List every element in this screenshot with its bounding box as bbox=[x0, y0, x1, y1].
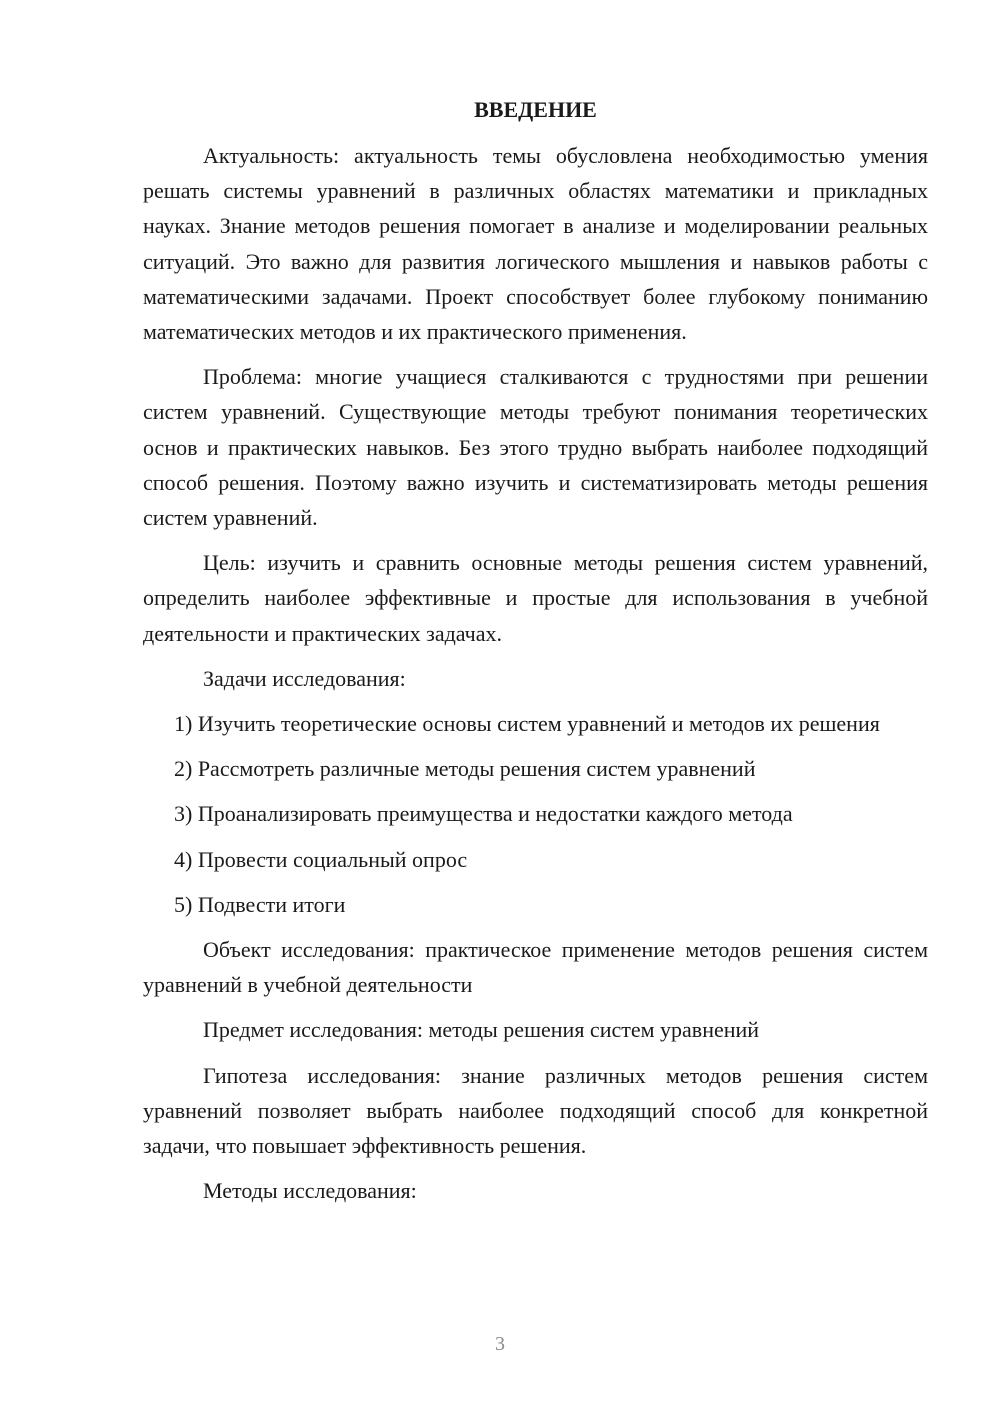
paragraph-problem: Проблема: многие учащиеся сталкиваются с трудностями при решении систем уравнений. Существующие методы требуют понимания теоретических основ и практических навыков. Без этого трудно выбрать наиболее подходящий способ решения. Поэтому важно изучить и систематизировать методы решения систем уравнений. bbox=[143, 364, 928, 531]
paragraph-hypothesis: Гипотеза исследования: знание различных методов решения систем уравнений позволяет выбрать наиболее подходящий способ для конкретной задачи, что повышает эффективность решения. bbox=[143, 1062, 928, 1159]
section-title: ВВЕДЕНИЕ bbox=[474, 97, 597, 122]
task-item-1: 1) Изучить теоретические основы систем уравнений и методов их решения bbox=[174, 711, 880, 737]
paragraph-subject: Предмет исследования: методы решения систем уравнений bbox=[203, 1017, 760, 1043]
task-item-2: 2) Рассмотреть различные методы решения систем уравнений bbox=[174, 756, 756, 782]
paragraph-object: Объект исследования: практическое применение методов решения систем уравнений в учебной деятельности bbox=[143, 937, 928, 998]
paragraph-methods: Методы исследования: bbox=[203, 1178, 417, 1204]
page-number: 3 bbox=[495, 1333, 505, 1355]
task-item-5: 5) Подвести итоги bbox=[174, 891, 346, 917]
paragraph-goal: Цель: изучить и сравнить основные методы решения систем уравнений, определить наиболее эффективные и простые для использования в учебной деятельности и практических задачах. bbox=[143, 550, 928, 646]
paragraph-tasks-heading: Задачи исследования: bbox=[203, 665, 406, 691]
task-item-4: 4) Провести социальный опрос bbox=[174, 846, 468, 872]
task-item-3: 3) Проанализировать преимущества и недостатки каждого метода bbox=[174, 801, 793, 827]
document-page bbox=[143, 94, 928, 1208]
paragraph-relevance: Актуальность: актуальность темы обусловлена необходимостью умения решать системы уравнений в различных областях математики и прикладных науках. Знание методов решения помогает в анализе и моделировании реальных ситуаций. Это важно для развития логического мышления и навыков работы с математическими задачами. Проект способствует более глубокому пониманию математических методов и их практического применения. bbox=[143, 143, 928, 345]
